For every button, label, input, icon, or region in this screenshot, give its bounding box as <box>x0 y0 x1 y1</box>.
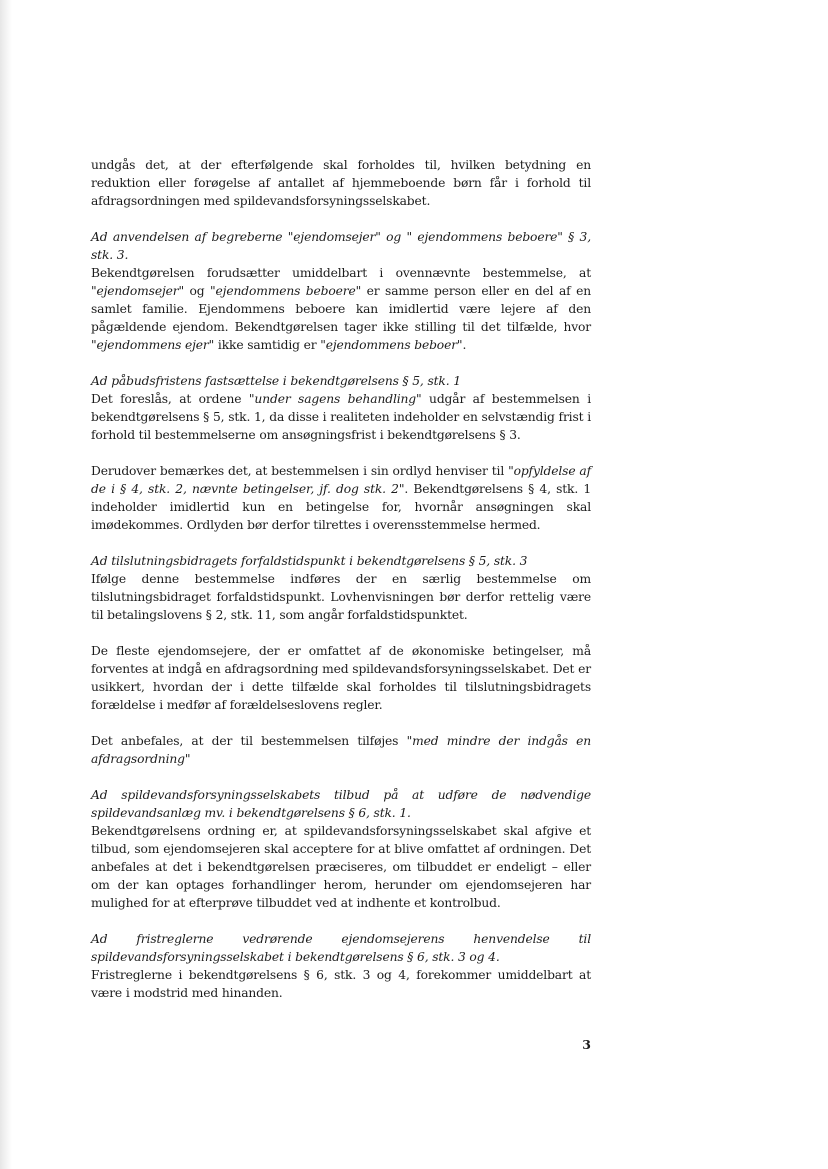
text-run: Derudover bemærkes det, at bestemmelsen i sin ordlyd henviser til <box>91 464 509 478</box>
section-heading: Ad anvendelsen af begreberne "ejendomsejer" og " ejendommens beboere" § 3, stk. 3. <box>91 230 591 262</box>
section-paragraph <box>91 156 591 210</box>
page-number: 3 <box>582 1037 591 1052</box>
italic-quote: "ejendommens beboere" <box>210 284 362 298</box>
section <box>91 462 591 534</box>
section-paragraph <box>91 264 591 354</box>
section-paragraph <box>91 732 591 768</box>
section <box>91 552 591 624</box>
italic-quote: "ejendommens ejer" <box>91 338 215 352</box>
italic-quote: "med mindre der indgås en afdragsordning" <box>91 734 591 766</box>
text-run: Ifølge denne bestemmelse indføres der en særlig bestemmelse om tilslutningsbidraget forfaldstidspunkt. Lovhenvisningen bør derfor rettelig være til betalingslovens § 2, stk. 11, som angår forfaldstidspunktet. <box>91 572 591 622</box>
section <box>91 372 591 444</box>
section-heading: Ad påbudsfristens fastsættelse i bekendtgørelsens § 5, stk. 1 <box>91 374 461 388</box>
section <box>91 732 591 768</box>
section-paragraph <box>91 822 591 912</box>
section <box>91 642 591 714</box>
section-paragraph <box>91 966 591 1002</box>
section <box>91 930 591 1002</box>
text-run: Bekendtgørelsens ordning er, at spildevandsforsyningsselskabet skal afgive et tilbud, som ejendomsejeren skal acceptere for at blive omfattet af ordningen. Det anbefales at det i bekendtgørelsen præciseres, om tilbuddet er endeligt – eller om der kan optages forhandlinger herom, herunder om ejendomsejeren har mulighed for at efterprøve tilbuddet ved at indhente et kontrolbud. <box>91 824 591 910</box>
italic-quote: "opfyldelse af de i § 4, stk. 2, nævnte betingelser, jf. dog stk. 2" <box>91 464 591 496</box>
text-run: ikke samtidig er <box>214 338 321 352</box>
text-run: og <box>184 284 211 298</box>
section-heading: Ad spildevandsforsyningsselskabets tilbud på at udføre de nødvendige spildevandsanlæg mv. i bekendtgørelsens § 6, stk. 1. <box>91 788 591 820</box>
text-run: Bekendtgørelsen forudsætter umiddelbart i ovennævnte bestemmelse, at <box>91 266 591 280</box>
section-paragraph <box>91 642 591 714</box>
section-paragraph <box>91 570 591 624</box>
text-run: Fristreglerne i bekendtgørelsens § 6, stk. 3 og 4, forekommer umiddelbart at være i modstrid med hinanden. <box>91 968 591 1000</box>
text-run: De fleste ejendomsejere, der er omfattet af de økonomiske betingelser, må forventes at indgå en afdragsordning med spildevandsforsyningsselskabet. Det er usikkert, hvordan der i dette tilfælde skal forholdes til tilslutningsbidragets forældelse i medfør af forældelseslovens regler. <box>91 644 591 712</box>
section-paragraph <box>91 390 591 444</box>
text-run: . Bekendtgørelsens § 4, stk. 1 indeholder imidlertid kun en betingelse for, hvornår ansøgningen skal imødekommes. Ordlyden bør derfor tilrettes i overensstemmelse hermed. <box>91 482 591 532</box>
italic-quote: "under sagens behandling" <box>248 392 422 406</box>
section <box>91 228 591 354</box>
text-run: udgår af bestemmelsen i bekendtgørelsens § 5, stk. 1, da disse i realiteten indeholder en selvstændig frist i forhold til bestemmelserne om ansøgningsfrist i bekendtgørelsens § 3. <box>91 392 591 442</box>
document-page <box>91 156 591 1020</box>
text-run: er samme person eller en del af en samlet familie. Ejendommens beboere kan imidlertid være lejere af den pågældende ejendom. Bekendtgørelsen tager ikke stilling til det tilfælde, hvor <box>91 284 591 334</box>
section-heading: Ad fristreglerne vedrørende ejendomsejerens henvendelse til spildevandsforsyningsselskabet i bekendtgørelsens § 6, stk. 3 og 4. <box>91 932 591 964</box>
text-run: Det foreslås, at ordene <box>91 392 249 406</box>
italic-quote: "ejendomsejer" <box>91 284 184 298</box>
italic-quote: "ejendommens beboer" <box>320 338 463 352</box>
scan-edge-shadow <box>0 0 12 1169</box>
text-run: undgås det, at der efterfølgende skal forholdes til, hvilken betydning en reduktion eller forøgelse af antallet af hjemmeboende børn får i forhold til afdragsordningen med spildevandsforsyningsselskabet. <box>91 158 591 208</box>
section-heading: Ad tilslutningsbidragets forfaldstidspunkt i bekendtgørelsens § 5, stk. 3 <box>91 554 528 568</box>
section <box>91 156 591 210</box>
text-run: . <box>462 338 467 352</box>
text-run: Det anbefales, at der til bestemmelsen tilføjes <box>91 734 407 748</box>
section <box>91 786 591 912</box>
section-paragraph <box>91 462 591 534</box>
